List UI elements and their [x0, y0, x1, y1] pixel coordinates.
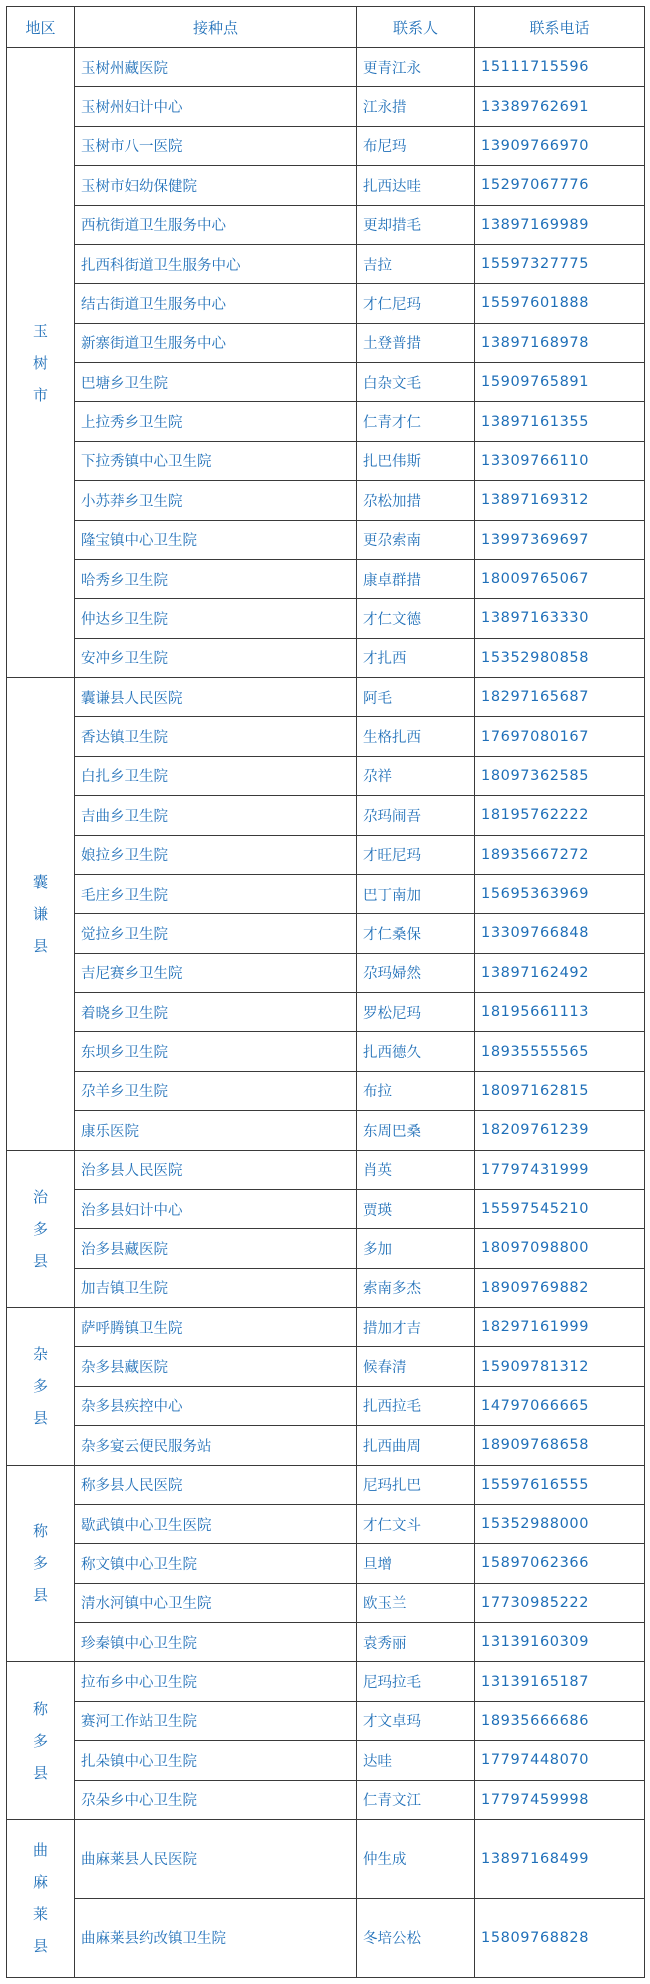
- site-cell: 吉尼赛乡卫生院: [75, 953, 357, 992]
- region-cell: [7, 1662, 75, 1820]
- table-row: [7, 1504, 645, 1543]
- contact-person-cell: 才仁尼玛: [357, 284, 475, 323]
- site-cell: 结古街道卫生服务中心: [75, 284, 357, 323]
- phone-cell: 13309766848: [475, 914, 645, 953]
- region-name: 杂多县: [32, 1345, 48, 1428]
- contact-person-cell: 才扎西: [357, 638, 475, 677]
- phone-cell: 17797448070: [475, 1741, 645, 1780]
- phone-cell: 17730985222: [475, 1583, 645, 1622]
- header-site: 接种点: [75, 7, 357, 48]
- contact-person-cell: 康卓群措: [357, 559, 475, 598]
- phone-cell: 13139165187: [475, 1662, 645, 1701]
- site-cell: 隆宝镇中心卫生院: [75, 520, 357, 559]
- contact-person-cell: 扎西拉毛: [357, 1386, 475, 1425]
- region-cell: [7, 1465, 75, 1662]
- phone-cell: 15897062366: [475, 1544, 645, 1583]
- contact-person-cell: 旦增: [357, 1544, 475, 1583]
- contact-person-cell: 布尼玛: [357, 126, 475, 165]
- table-row: [7, 1071, 645, 1110]
- contact-person-cell: 扎西德久: [357, 1032, 475, 1071]
- site-cell: 东坝乡卫生院: [75, 1032, 357, 1071]
- contact-person-cell: 吉拉: [357, 244, 475, 283]
- region-name: 称多县: [32, 1699, 48, 1782]
- contact-person-cell: 尼玛拉毛: [357, 1662, 475, 1701]
- phone-cell: 13897161355: [475, 402, 645, 441]
- table-row: [7, 1898, 645, 1977]
- table-row: [7, 1780, 645, 1819]
- contact-person-cell: 冬培公松: [357, 1898, 475, 1977]
- site-cell: 清水河镇中心卫生院: [75, 1583, 357, 1622]
- table-row: [7, 1819, 645, 1898]
- region-cell: [7, 678, 75, 1151]
- phone-cell: 18097098800: [475, 1229, 645, 1268]
- phone-cell: 13897169989: [475, 205, 645, 244]
- region-name: 治多县: [32, 1187, 48, 1270]
- phone-cell: 15909765891: [475, 363, 645, 402]
- contact-person-cell: 仁青文江: [357, 1780, 475, 1819]
- site-cell: 玉树州妇计中心: [75, 87, 357, 126]
- site-cell: 歇武镇中心卫生医院: [75, 1504, 357, 1543]
- site-cell: 曲麻莱县约改镇卫生院: [75, 1898, 357, 1977]
- contact-person-cell: 白杂文毛: [357, 363, 475, 402]
- site-cell: 玉树市妇幼保健院: [75, 166, 357, 205]
- site-cell: 哈秀乡卫生院: [75, 559, 357, 598]
- phone-cell: 15597616555: [475, 1465, 645, 1504]
- table-row: [7, 1347, 645, 1386]
- phone-cell: 15352980858: [475, 638, 645, 677]
- table-row: [7, 1189, 645, 1228]
- contact-person-cell: 贾瑛: [357, 1189, 475, 1228]
- region-cell: [7, 1150, 75, 1308]
- phone-cell: 13897163330: [475, 599, 645, 638]
- site-cell: 囊谦县人民医院: [75, 678, 357, 717]
- table-row: [7, 638, 645, 677]
- table-row: [7, 323, 645, 362]
- phone-cell: 13897168978: [475, 323, 645, 362]
- contact-person-cell: 才仁文德: [357, 599, 475, 638]
- phone-cell: 13139160309: [475, 1623, 645, 1662]
- phone-cell: 18297161999: [475, 1308, 645, 1347]
- phone-cell: 15909781312: [475, 1347, 645, 1386]
- site-cell: 称文镇中心卫生院: [75, 1544, 357, 1583]
- phone-cell: 17797431999: [475, 1150, 645, 1189]
- phone-cell: 15297067776: [475, 166, 645, 205]
- region-name: 囊谦县: [32, 872, 48, 955]
- contact-person-cell: 候春清: [357, 1347, 475, 1386]
- table-row: [7, 205, 645, 244]
- table-row: [7, 1623, 645, 1662]
- contact-person-cell: 措加才吉: [357, 1308, 475, 1347]
- table-row: [7, 1701, 645, 1740]
- site-cell: 珍秦镇中心卫生院: [75, 1623, 357, 1662]
- contact-person-cell: 更却措毛: [357, 205, 475, 244]
- contact-person-cell: 更青江永: [357, 48, 475, 87]
- phone-cell: 18935666686: [475, 1701, 645, 1740]
- phone-cell: 18935667272: [475, 835, 645, 874]
- table-row: [7, 1386, 645, 1425]
- contact-person-cell: 才文卓玛: [357, 1701, 475, 1740]
- table-row: [7, 874, 645, 913]
- table-row: [7, 481, 645, 520]
- contact-person-cell: 欧玉兰: [357, 1583, 475, 1622]
- table-row: [7, 1426, 645, 1465]
- site-cell: 萨呼腾镇卫生院: [75, 1308, 357, 1347]
- table-row: [7, 559, 645, 598]
- contact-person-cell: 尕祥: [357, 756, 475, 795]
- site-cell: 康乐医院: [75, 1111, 357, 1150]
- phone-cell: 18097162815: [475, 1071, 645, 1110]
- table-row: [7, 1465, 645, 1504]
- site-cell: 杂多县藏医院: [75, 1347, 357, 1386]
- site-cell: 治多县人民医院: [75, 1150, 357, 1189]
- contact-person-cell: 达哇: [357, 1741, 475, 1780]
- phone-cell: 18009765067: [475, 559, 645, 598]
- table-row: [7, 914, 645, 953]
- contact-person-cell: 才仁文斗: [357, 1504, 475, 1543]
- table-row: [7, 284, 645, 323]
- phone-cell: 15352988000: [475, 1504, 645, 1543]
- contact-person-cell: 布拉: [357, 1071, 475, 1110]
- table-row: [7, 1150, 645, 1189]
- site-cell: 上拉秀乡卫生院: [75, 402, 357, 441]
- phone-cell: 18909768658: [475, 1426, 645, 1465]
- site-cell: 称多县人民医院: [75, 1465, 357, 1504]
- table-row: [7, 1229, 645, 1268]
- phone-cell: 18195762222: [475, 796, 645, 835]
- region-name: 称多县: [32, 1522, 48, 1605]
- contact-person-cell: 生格扎西: [357, 717, 475, 756]
- header-person: 联系人: [357, 7, 475, 48]
- contact-person-cell: 东周巴桑: [357, 1111, 475, 1150]
- contact-person-cell: 更尕索南: [357, 520, 475, 559]
- contact-person-cell: 扎西曲周: [357, 1426, 475, 1465]
- site-cell: 杂多县疾控中心: [75, 1386, 357, 1425]
- region-name: 曲麻莱县: [32, 1841, 48, 1956]
- table-row: [7, 244, 645, 283]
- contact-person-cell: 尕玛闹吾: [357, 796, 475, 835]
- site-cell: 安冲乡卫生院: [75, 638, 357, 677]
- site-cell: 白扎乡卫生院: [75, 756, 357, 795]
- vaccination-sites-table: [6, 6, 645, 1978]
- phone-cell: 13997369697: [475, 520, 645, 559]
- site-cell: 扎朵镇中心卫生院: [75, 1741, 357, 1780]
- header-phone: 联系电话: [475, 7, 645, 48]
- site-cell: 娘拉乡卫生院: [75, 835, 357, 874]
- table-body: [7, 48, 645, 1978]
- phone-cell: 18195661113: [475, 993, 645, 1032]
- site-cell: 仲达乡卫生院: [75, 599, 357, 638]
- contact-person-cell: 仁青才仁: [357, 402, 475, 441]
- contact-person-cell: 仲生成: [357, 1819, 475, 1898]
- site-cell: 拉布乡中心卫生院: [75, 1662, 357, 1701]
- region-cell: [7, 1819, 75, 1977]
- table-row: [7, 599, 645, 638]
- contact-person-cell: 土登普措: [357, 323, 475, 362]
- table-row: [7, 796, 645, 835]
- phone-cell: 14797066665: [475, 1386, 645, 1425]
- contact-person-cell: 罗松尼玛: [357, 993, 475, 1032]
- contact-person-cell: 扎巴伟斯: [357, 441, 475, 480]
- table-row: [7, 953, 645, 992]
- region-cell: [7, 48, 75, 678]
- table-row: [7, 1032, 645, 1071]
- site-cell: 治多县妇计中心: [75, 1189, 357, 1228]
- phone-cell: 18209761239: [475, 1111, 645, 1150]
- table-row: [7, 402, 645, 441]
- table-row: [7, 1268, 645, 1307]
- site-cell: 治多县藏医院: [75, 1229, 357, 1268]
- table-row: [7, 1308, 645, 1347]
- contact-person-cell: 尼玛扎巴: [357, 1465, 475, 1504]
- header-region: 地区: [7, 7, 75, 48]
- table-row: [7, 520, 645, 559]
- table-row: [7, 835, 645, 874]
- site-cell: 尕羊乡卫生院: [75, 1071, 357, 1110]
- phone-cell: 13309766110: [475, 441, 645, 480]
- phone-cell: 13389762691: [475, 87, 645, 126]
- phone-cell: 13909766970: [475, 126, 645, 165]
- phone-cell: 17797459998: [475, 1780, 645, 1819]
- phone-cell: 17697080167: [475, 717, 645, 756]
- site-cell: 玉树市八一医院: [75, 126, 357, 165]
- site-cell: 香达镇卫生院: [75, 717, 357, 756]
- phone-cell: 15597327775: [475, 244, 645, 283]
- phone-cell: 15597545210: [475, 1189, 645, 1228]
- table-row: [7, 717, 645, 756]
- phone-cell: 13897168499: [475, 1819, 645, 1898]
- contact-person-cell: 巴丁南加: [357, 874, 475, 913]
- site-cell: 西杭街道卫生服务中心: [75, 205, 357, 244]
- contact-person-cell: 多加: [357, 1229, 475, 1268]
- table-row: [7, 1662, 645, 1701]
- phone-cell: 15111715596: [475, 48, 645, 87]
- phone-cell: 15809768828: [475, 1898, 645, 1977]
- contact-person-cell: 尕玛婦然: [357, 953, 475, 992]
- phone-cell: 18297165687: [475, 678, 645, 717]
- site-cell: 加吉镇卫生院: [75, 1268, 357, 1307]
- contact-person-cell: 扎西达哇: [357, 166, 475, 205]
- site-cell: 巴塘乡卫生院: [75, 363, 357, 402]
- site-cell: 觉拉乡卫生院: [75, 914, 357, 953]
- contact-person-cell: 才旺尼玛: [357, 835, 475, 874]
- phone-cell: 15597601888: [475, 284, 645, 323]
- table-row: [7, 993, 645, 1032]
- table-row: [7, 48, 645, 87]
- contact-person-cell: 尕松加措: [357, 481, 475, 520]
- table-row: [7, 678, 645, 717]
- site-cell: 曲麻莱县人民医院: [75, 1819, 357, 1898]
- region-cell: [7, 1308, 75, 1466]
- table-row: [7, 1544, 645, 1583]
- contact-person-cell: 肖英: [357, 1150, 475, 1189]
- phone-cell: 18097362585: [475, 756, 645, 795]
- table-row: [7, 1583, 645, 1622]
- site-cell: 新寨街道卫生服务中心: [75, 323, 357, 362]
- site-cell: 吉曲乡卫生院: [75, 796, 357, 835]
- phone-cell: 18909769882: [475, 1268, 645, 1307]
- contact-person-cell: 阿毛: [357, 678, 475, 717]
- site-cell: 杂多宴云便民服务站: [75, 1426, 357, 1465]
- phone-cell: 13897162492: [475, 953, 645, 992]
- phone-cell: 18935555565: [475, 1032, 645, 1071]
- contact-person-cell: 袁秀丽: [357, 1623, 475, 1662]
- phone-cell: 13897169312: [475, 481, 645, 520]
- contact-person-cell: 索南多杰: [357, 1268, 475, 1307]
- site-cell: 毛庄乡卫生院: [75, 874, 357, 913]
- header-row: [7, 7, 645, 48]
- site-cell: 扎西科街道卫生服务中心: [75, 244, 357, 283]
- table-row: [7, 363, 645, 402]
- table-row: [7, 441, 645, 480]
- table-row: [7, 126, 645, 165]
- site-cell: 下拉秀镇中心卫生院: [75, 441, 357, 480]
- site-cell: 赛河工作站卫生院: [75, 1701, 357, 1740]
- table-row: [7, 1741, 645, 1780]
- phone-cell: 15695363969: [475, 874, 645, 913]
- table-row: [7, 87, 645, 126]
- site-cell: 着晓乡卫生院: [75, 993, 357, 1032]
- table-row: [7, 756, 645, 795]
- site-cell: 玉树州藏医院: [75, 48, 357, 87]
- contact-person-cell: 才仁桑保: [357, 914, 475, 953]
- contact-person-cell: 江永措: [357, 87, 475, 126]
- region-name: 玉树市: [32, 321, 48, 404]
- table-row: [7, 166, 645, 205]
- site-cell: 尕朵乡中心卫生院: [75, 1780, 357, 1819]
- table-row: [7, 1111, 645, 1150]
- site-cell: 小苏莽乡卫生院: [75, 481, 357, 520]
